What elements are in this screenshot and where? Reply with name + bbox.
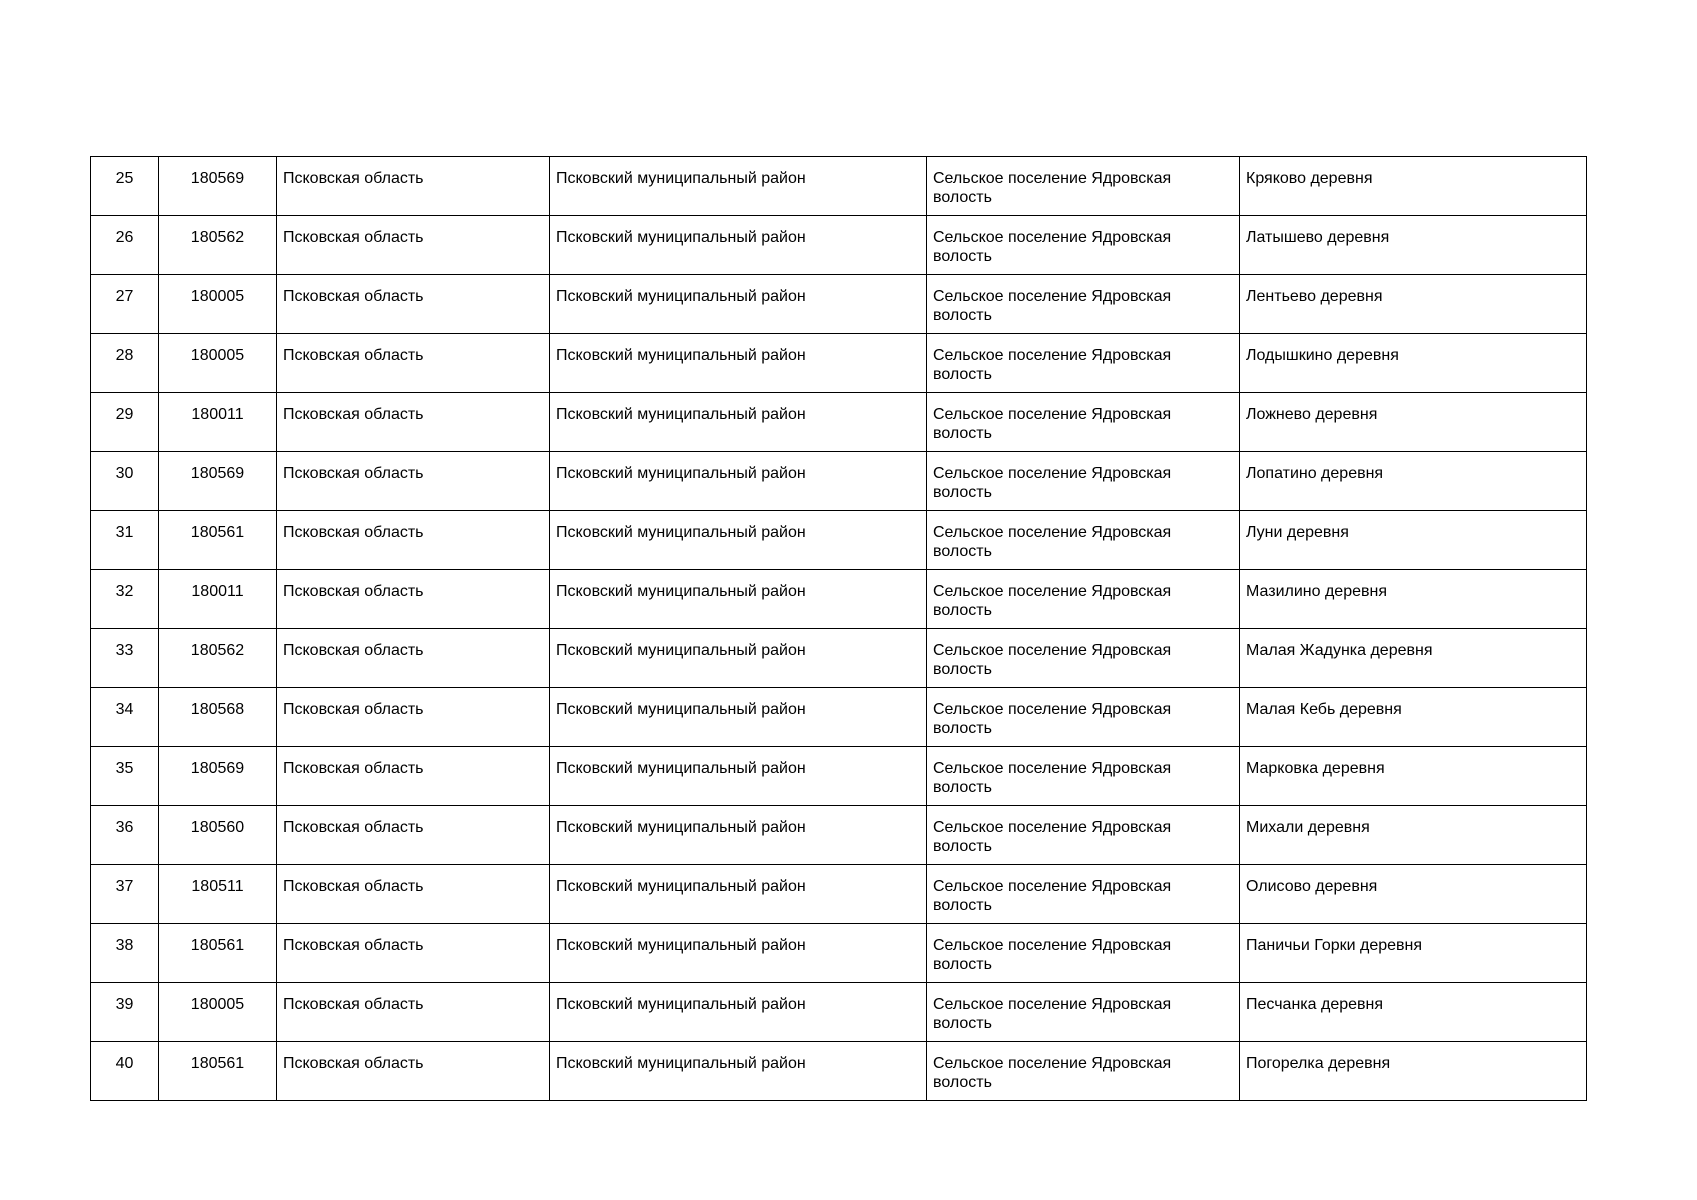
locality-cell <box>1240 747 1587 806</box>
district-cell <box>550 983 927 1042</box>
locality-cell <box>1240 806 1587 865</box>
region-cell <box>277 393 550 452</box>
row-number-cell-text: 34 <box>115 701 134 718</box>
settlement-cell <box>927 747 1240 806</box>
row-number-cell-text: 27 <box>115 288 134 305</box>
district-cell-text: Псковский муниципальный район <box>556 170 806 187</box>
district-cell-text: Псковский муниципальный район <box>556 406 806 423</box>
document-page <box>90 156 1586 1101</box>
locality-cell-text: Олисово деревня <box>1246 878 1378 895</box>
locality-cell-text: Луни деревня <box>1246 524 1349 541</box>
postal-code-cell-text: 180011 <box>191 583 244 600</box>
district-cell <box>550 924 927 983</box>
postal-code-cell-text: 180569 <box>190 465 245 482</box>
region-cell <box>277 511 550 570</box>
settlement-cell-text: Сельское поселение Ядровская волость <box>933 878 1172 914</box>
locality-cell-text: Кряково деревня <box>1246 170 1373 187</box>
postal-code-cell-text: 180005 <box>190 996 245 1013</box>
row-number-cell-text: 30 <box>115 465 134 482</box>
postal-code-cell <box>159 570 277 629</box>
row-number-cell-text: 28 <box>115 347 134 364</box>
postal-code-cell <box>159 747 277 806</box>
postal-code-cell-text: 180561 <box>190 1055 245 1072</box>
settlement-cell-text: Сельское поселение Ядровская волость <box>933 583 1172 619</box>
district-cell <box>550 275 927 334</box>
district-cell <box>550 747 927 806</box>
postal-code-cell-text: 180511 <box>191 878 244 895</box>
settlements-table <box>90 156 1587 1101</box>
settlement-cell-text: Сельское поселение Ядровская волость <box>933 406 1172 442</box>
district-cell-text: Псковский муниципальный район <box>556 878 806 895</box>
region-cell <box>277 806 550 865</box>
district-cell <box>550 688 927 747</box>
locality-cell-text: Малая Жадунка деревня <box>1246 642 1433 659</box>
district-cell-text: Псковский муниципальный район <box>556 819 806 836</box>
postal-code-cell <box>159 452 277 511</box>
table-row <box>91 688 1587 747</box>
postal-code-cell-text: 180568 <box>190 701 245 718</box>
district-cell <box>550 629 927 688</box>
locality-cell <box>1240 1042 1587 1101</box>
region-cell <box>277 452 550 511</box>
region-cell-text: Псковская область <box>283 878 424 895</box>
locality-cell-text: Погорелка деревня <box>1246 1055 1391 1072</box>
district-cell <box>550 452 927 511</box>
row-number-cell <box>91 983 159 1042</box>
region-cell <box>277 157 550 216</box>
locality-cell-text: Песчанка деревня <box>1246 996 1384 1013</box>
settlement-cell <box>927 983 1240 1042</box>
settlement-cell-text: Сельское поселение Ядровская волость <box>933 170 1172 206</box>
postal-code-cell-text: 180562 <box>190 229 245 246</box>
region-cell <box>277 629 550 688</box>
postal-code-cell <box>159 924 277 983</box>
settlement-cell <box>927 393 1240 452</box>
postal-code-cell <box>159 216 277 275</box>
district-cell <box>550 865 927 924</box>
settlement-cell <box>927 688 1240 747</box>
district-cell-text: Псковский муниципальный район <box>556 347 806 364</box>
settlement-cell <box>927 570 1240 629</box>
row-number-cell <box>91 570 159 629</box>
row-number-cell-text: 29 <box>115 406 134 423</box>
table-row <box>91 865 1587 924</box>
district-cell-text: Псковский муниципальный район <box>556 288 806 305</box>
region-cell-text: Псковская область <box>283 347 424 364</box>
postal-code-cell <box>159 983 277 1042</box>
settlement-cell-text: Сельское поселение Ядровская волость <box>933 229 1172 265</box>
settlement-cell <box>927 452 1240 511</box>
district-cell <box>550 157 927 216</box>
locality-cell <box>1240 216 1587 275</box>
settlement-cell-text: Сельское поселение Ядровская волость <box>933 642 1172 678</box>
locality-cell-text: Лентьево деревня <box>1246 288 1383 305</box>
region-cell-text: Псковская область <box>283 465 424 482</box>
postal-code-cell <box>159 275 277 334</box>
row-number-cell <box>91 688 159 747</box>
settlement-cell-text: Сельское поселение Ядровская волость <box>933 465 1172 501</box>
region-cell-text: Псковская область <box>283 1055 424 1072</box>
locality-cell-text: Малая Кебь деревня <box>1246 701 1402 718</box>
row-number-cell-text: 25 <box>115 170 134 187</box>
table-row <box>91 157 1587 216</box>
region-cell-text: Псковская область <box>283 760 424 777</box>
district-cell-text: Псковский муниципальный район <box>556 583 806 600</box>
district-cell <box>550 570 927 629</box>
row-number-cell <box>91 806 159 865</box>
region-cell <box>277 924 550 983</box>
locality-cell <box>1240 688 1587 747</box>
row-number-cell-text: 40 <box>115 1055 134 1072</box>
postal-code-cell-text: 180005 <box>190 347 245 364</box>
table-row <box>91 747 1587 806</box>
district-cell-text: Псковский муниципальный район <box>556 1055 806 1072</box>
district-cell <box>550 334 927 393</box>
region-cell-text: Псковская область <box>283 701 424 718</box>
locality-cell <box>1240 511 1587 570</box>
row-number-cell <box>91 865 159 924</box>
postal-code-cell-text: 180569 <box>190 760 245 777</box>
locality-cell <box>1240 393 1587 452</box>
table-row <box>91 806 1587 865</box>
postal-code-cell-text: 180562 <box>190 642 245 659</box>
row-number-cell <box>91 924 159 983</box>
region-cell-text: Псковская область <box>283 937 424 954</box>
district-cell-text: Псковский муниципальный район <box>556 229 806 246</box>
settlement-cell-text: Сельское поселение Ядровская волость <box>933 937 1172 973</box>
row-number-cell <box>91 334 159 393</box>
settlement-cell-text: Сельское поселение Ядровская волость <box>933 347 1172 383</box>
settlement-cell <box>927 334 1240 393</box>
postal-code-cell <box>159 806 277 865</box>
locality-cell-text: Мазилино деревня <box>1246 583 1387 600</box>
settlement-cell <box>927 806 1240 865</box>
table-row <box>91 983 1587 1042</box>
locality-cell-text: Латышево деревня <box>1246 229 1390 246</box>
locality-cell <box>1240 570 1587 629</box>
region-cell-text: Псковская область <box>283 170 424 187</box>
settlement-cell <box>927 511 1240 570</box>
locality-cell <box>1240 452 1587 511</box>
row-number-cell <box>91 216 159 275</box>
settlement-cell-text: Сельское поселение Ядровская волость <box>933 760 1172 796</box>
postal-code-cell-text: 180569 <box>190 170 245 187</box>
settlement-cell <box>927 1042 1240 1101</box>
settlement-cell <box>927 275 1240 334</box>
district-cell-text: Псковский муниципальный район <box>556 701 806 718</box>
postal-code-cell-text: 180005 <box>190 288 245 305</box>
row-number-cell-text: 31 <box>115 524 134 541</box>
postal-code-cell-text: 180560 <box>190 819 245 836</box>
table-row <box>91 1042 1587 1101</box>
region-cell <box>277 334 550 393</box>
district-cell <box>550 1042 927 1101</box>
region-cell <box>277 570 550 629</box>
table-row <box>91 393 1587 452</box>
row-number-cell <box>91 747 159 806</box>
table-row <box>91 334 1587 393</box>
postal-code-cell-text: 180561 <box>190 937 245 954</box>
locality-cell <box>1240 983 1587 1042</box>
table-body <box>91 157 1587 1101</box>
region-cell-text: Псковская область <box>283 819 424 836</box>
locality-cell-text: Паничьи Горки деревня <box>1246 937 1423 954</box>
settlement-cell-text: Сельское поселение Ядровская волость <box>933 288 1172 324</box>
settlement-cell <box>927 865 1240 924</box>
table-row <box>91 452 1587 511</box>
region-cell-text: Псковская область <box>283 288 424 305</box>
region-cell-text: Псковская область <box>283 996 424 1013</box>
region-cell <box>277 983 550 1042</box>
locality-cell-text: Марковка деревня <box>1246 760 1385 777</box>
region-cell <box>277 688 550 747</box>
locality-cell-text: Лопатино деревня <box>1246 465 1384 482</box>
row-number-cell <box>91 393 159 452</box>
region-cell <box>277 865 550 924</box>
settlement-cell <box>927 216 1240 275</box>
region-cell-text: Псковская область <box>283 406 424 423</box>
row-number-cell <box>91 1042 159 1101</box>
region-cell <box>277 747 550 806</box>
table-row <box>91 216 1587 275</box>
settlement-cell-text: Сельское поселение Ядровская волость <box>933 701 1172 737</box>
postal-code-cell-text: 180011 <box>191 406 244 423</box>
postal-code-cell <box>159 688 277 747</box>
postal-code-cell <box>159 157 277 216</box>
district-cell-text: Псковский муниципальный район <box>556 465 806 482</box>
district-cell-text: Псковский муниципальный район <box>556 760 806 777</box>
region-cell-text: Псковская область <box>283 642 424 659</box>
settlement-cell <box>927 157 1240 216</box>
locality-cell <box>1240 334 1587 393</box>
settlement-cell <box>927 924 1240 983</box>
locality-cell <box>1240 157 1587 216</box>
district-cell-text: Псковский муниципальный район <box>556 937 806 954</box>
locality-cell-text: Ложнево деревня <box>1246 406 1378 423</box>
row-number-cell-text: 32 <box>115 583 134 600</box>
region-cell <box>277 1042 550 1101</box>
row-number-cell-text: 39 <box>115 996 134 1013</box>
settlement-cell-text: Сельское поселение Ядровская волость <box>933 524 1172 560</box>
locality-cell <box>1240 924 1587 983</box>
district-cell-text: Псковский муниципальный район <box>556 524 806 541</box>
postal-code-cell <box>159 334 277 393</box>
district-cell-text: Псковский муниципальный район <box>556 996 806 1013</box>
row-number-cell <box>91 275 159 334</box>
postal-code-cell <box>159 393 277 452</box>
settlement-cell-text: Сельское поселение Ядровская волость <box>933 996 1172 1032</box>
postal-code-cell <box>159 865 277 924</box>
table-row <box>91 629 1587 688</box>
locality-cell <box>1240 629 1587 688</box>
district-cell <box>550 216 927 275</box>
locality-cell <box>1240 865 1587 924</box>
postal-code-cell <box>159 511 277 570</box>
row-number-cell-text: 36 <box>115 819 134 836</box>
row-number-cell <box>91 511 159 570</box>
row-number-cell-text: 38 <box>115 937 134 954</box>
region-cell-text: Псковская область <box>283 229 424 246</box>
row-number-cell-text: 26 <box>115 229 134 246</box>
region-cell <box>277 216 550 275</box>
settlement-cell <box>927 629 1240 688</box>
postal-code-cell-text: 180561 <box>190 524 245 541</box>
district-cell-text: Псковский муниципальный район <box>556 642 806 659</box>
locality-cell-text: Лодышкино деревня <box>1246 347 1399 364</box>
row-number-cell <box>91 157 159 216</box>
row-number-cell-text: 33 <box>115 642 134 659</box>
row-number-cell <box>91 452 159 511</box>
settlement-cell-text: Сельское поселение Ядровская волость <box>933 1055 1172 1091</box>
row-number-cell-text: 37 <box>115 878 134 895</box>
region-cell <box>277 275 550 334</box>
region-cell-text: Псковская область <box>283 524 424 541</box>
table-row <box>91 924 1587 983</box>
district-cell <box>550 393 927 452</box>
table-row <box>91 570 1587 629</box>
settlement-cell-text: Сельское поселение Ядровская волость <box>933 819 1172 855</box>
table-row <box>91 511 1587 570</box>
region-cell-text: Псковская область <box>283 583 424 600</box>
postal-code-cell <box>159 1042 277 1101</box>
district-cell <box>550 806 927 865</box>
locality-cell-text: Михали деревня <box>1246 819 1370 836</box>
table-row <box>91 275 1587 334</box>
postal-code-cell <box>159 629 277 688</box>
row-number-cell <box>91 629 159 688</box>
district-cell <box>550 511 927 570</box>
row-number-cell-text: 35 <box>115 760 134 777</box>
locality-cell <box>1240 275 1587 334</box>
